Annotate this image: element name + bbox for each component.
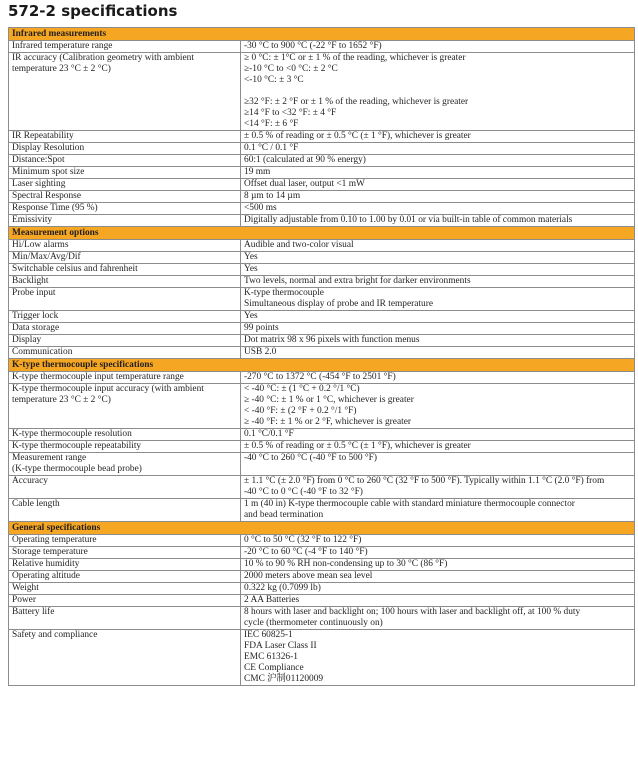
spec-label <box>9 441 241 453</box>
spec-label-line: K-type thermocouple input accuracy (with ambient <box>12 384 204 394</box>
section-heading: K-type thermocouple specifications <box>9 359 635 372</box>
spec-row <box>9 41 635 53</box>
spec-value-line: Offset dual laser, output <1 mW <box>244 179 365 189</box>
spec-label-line: Minimum spot size <box>12 167 85 177</box>
spec-row <box>9 441 635 453</box>
spec-label <box>9 372 241 384</box>
spec-value-line: Yes <box>244 311 258 321</box>
spec-value <box>241 323 635 335</box>
spec-value <box>241 453 635 476</box>
spec-value <box>241 191 635 203</box>
spec-label-line: Laser sighting <box>12 179 66 189</box>
spec-row <box>9 583 635 595</box>
spec-row <box>9 203 635 215</box>
spec-row <box>9 276 635 288</box>
spec-label <box>9 347 241 359</box>
spec-label <box>9 215 241 227</box>
spec-value <box>241 167 635 179</box>
spec-value-line: ≥ 0 °C: ± 1°C or ± 1 % of the reading, whichever is greater <box>244 53 466 63</box>
spec-label-line: Battery life <box>12 607 55 617</box>
spec-value <box>241 607 635 630</box>
spec-value-line: < -40 °F: ± (2 °F + 0.2 °/1 °F) <box>244 406 357 416</box>
spec-label <box>9 547 241 559</box>
spec-label <box>9 630 241 686</box>
spec-label <box>9 595 241 607</box>
spec-value <box>241 53 635 131</box>
spec-value-line: -270 °C to 1372 °C (-454 °F to 2501 °F) <box>244 372 396 382</box>
spec-value-line: Yes <box>244 252 258 262</box>
spec-label-line: Storage temperature <box>12 547 88 557</box>
spec-value <box>241 441 635 453</box>
spec-value-line: 1 m (40 in) K-type thermocouple cable with standard miniature thermocouple connector <box>244 499 575 509</box>
spec-row <box>9 547 635 559</box>
spec-value-line: 2 AA Batteries <box>244 595 300 605</box>
spec-label-line: Safety and compliance <box>12 630 98 640</box>
spec-label-line: K-type thermocouple repeatability <box>12 441 142 451</box>
spec-label <box>9 179 241 191</box>
spec-value <box>241 384 635 429</box>
spec-label <box>9 143 241 155</box>
spec-row <box>9 347 635 359</box>
spec-row <box>9 288 635 311</box>
spec-value <box>241 347 635 359</box>
spec-value-line: 10 % to 90 % RH non-condensing up to 30 °C (86 °F) <box>244 559 448 569</box>
spec-value <box>241 335 635 347</box>
spec-label <box>9 323 241 335</box>
section-header-row <box>9 522 635 535</box>
spec-row <box>9 499 635 522</box>
spec-value-line: <-10 °C: ± 3 °C <box>244 75 304 85</box>
spec-value-line: Yes <box>244 264 258 274</box>
spec-value-line: CMC 沪制01120009 <box>244 674 324 684</box>
spec-label-line: temperature 23 °C ± 2 °C) <box>12 395 111 405</box>
spec-label <box>9 335 241 347</box>
spec-row <box>9 535 635 547</box>
spec-value <box>241 41 635 53</box>
spec-row <box>9 453 635 476</box>
spec-label <box>9 535 241 547</box>
spec-value-line: Dot matrix 98 x 96 pixels with function menus <box>244 335 420 345</box>
spec-label <box>9 240 241 252</box>
spec-row <box>9 476 635 499</box>
spec-row <box>9 240 635 252</box>
spec-value-line: < -40 °C: ± (1 °C + 0.2 °/1 °C) <box>244 384 360 394</box>
spec-value <box>241 429 635 441</box>
spec-label-line: Measurement range <box>12 453 87 463</box>
spec-row <box>9 264 635 276</box>
spec-label <box>9 53 241 131</box>
spec-label <box>9 155 241 167</box>
spec-value-line: 8 µm to 14 µm <box>244 191 301 201</box>
spec-row <box>9 335 635 347</box>
spec-value <box>241 595 635 607</box>
spec-row <box>9 630 635 686</box>
spec-label <box>9 203 241 215</box>
spec-row <box>9 53 635 131</box>
spec-label-line: Accuracy <box>12 476 48 486</box>
spec-label <box>9 131 241 143</box>
spec-value-line: IEC 60825-1 <box>244 630 293 640</box>
specifications-table <box>8 27 635 686</box>
spec-label <box>9 276 241 288</box>
spec-label-line: K-type thermocouple resolution <box>12 429 132 439</box>
section-heading: Infrared measurements <box>9 28 635 41</box>
spec-label-line: Display <box>12 335 42 345</box>
spec-value-line: ≥14 °F to <32 °F: ± 4 °F <box>244 108 337 118</box>
spec-value-line: 0.1 °C / 0.1 °F <box>244 143 299 153</box>
spec-label <box>9 288 241 311</box>
spec-value-line: ≥ -40 °C: ± 1 % or 1 °C, whichever is greater <box>244 395 414 405</box>
spec-value-line: Digitally adjustable from 0.10 to 1.00 by 0.01 or via built-in table of common materials <box>244 215 573 225</box>
spec-value-line: ± 0.5 % of reading or ± 0.5 °C (± 1 °F), whichever is greater <box>244 131 471 141</box>
spec-label-line: Response Time (95 %) <box>12 203 98 213</box>
spec-value-line: ≥-10 °C to <0 °C: ± 2 °C <box>244 64 338 74</box>
spec-value-line: ≥ -40 °F: ± 1 % or 2 °F, whichever is greater <box>244 417 412 427</box>
spec-row <box>9 191 635 203</box>
spec-label-line: Infrared temperature range <box>12 41 113 51</box>
spec-value-line: 2000 meters above mean sea level <box>244 571 373 581</box>
spec-value <box>241 264 635 276</box>
section-header-row <box>9 359 635 372</box>
spec-value-line: 19 mm <box>244 167 271 177</box>
spec-value-line: -40 °C to 0 °C (-40 °F to 32 °F) <box>244 487 363 497</box>
spec-value-line: <500 ms <box>244 203 277 213</box>
spec-value-line: ≥32 °F: ± 2 °F or ± 1 % of the reading, whichever is greater <box>244 97 469 107</box>
spec-value <box>241 276 635 288</box>
spec-row <box>9 372 635 384</box>
spec-row <box>9 429 635 441</box>
spec-label-line: Probe input <box>12 288 56 298</box>
section-header-row <box>9 227 635 240</box>
spec-label <box>9 453 241 476</box>
spec-value-line: cycle (thermometer continuously on) <box>244 618 383 628</box>
spec-value-line: and bead termination <box>244 510 324 520</box>
spec-value <box>241 143 635 155</box>
spec-row <box>9 155 635 167</box>
spec-value-line: -20 °C to 60 °C (-4 °F to 140 °F) <box>244 547 368 557</box>
spec-value <box>241 535 635 547</box>
spec-value-line: EMC 61326-1 <box>244 652 298 662</box>
spec-value-line: 8 hours with laser and backlight on; 100 hours with laser and backlight off, at 100 % duty <box>244 607 581 617</box>
section-heading: General specifications <box>9 522 635 535</box>
spec-value-line: Two levels, normal and extra bright for darker environments <box>244 276 471 286</box>
spec-row <box>9 311 635 323</box>
spec-value-line: 99 points <box>244 323 279 333</box>
spec-value-line: <14 °F: ± 6 °F <box>244 119 299 129</box>
section-heading: Measurement options <box>9 227 635 240</box>
section-header-row <box>9 28 635 41</box>
spec-value <box>241 547 635 559</box>
spec-value <box>241 179 635 191</box>
spec-value <box>241 240 635 252</box>
spec-label <box>9 384 241 429</box>
spec-label <box>9 311 241 323</box>
spec-value <box>241 252 635 264</box>
spec-value-line: Simultaneous display of probe and IR temperature <box>244 299 434 309</box>
spec-label-line: IR accuracy (Calibration geometry with ambient <box>12 53 194 63</box>
spec-label <box>9 429 241 441</box>
spec-value-line: CE Compliance <box>244 663 304 673</box>
spec-row <box>9 323 635 335</box>
spec-label-line: Distance:Spot <box>12 155 65 165</box>
spec-row <box>9 143 635 155</box>
spec-label <box>9 476 241 499</box>
spec-label <box>9 264 241 276</box>
spec-value-line: 60:1 (calculated at 90 % energy) <box>244 155 366 165</box>
spec-label-line: Operating altitude <box>12 571 80 581</box>
spec-value <box>241 288 635 311</box>
page-title: 572-2 specifications <box>8 2 178 20</box>
spec-label-line: Power <box>12 595 36 605</box>
spec-label <box>9 167 241 179</box>
spec-row <box>9 595 635 607</box>
spec-value <box>241 476 635 499</box>
spec-label-line: temperature 23 °C ± 2 °C) <box>12 64 111 74</box>
spec-label <box>9 252 241 264</box>
spec-label-line: K-type thermocouple input temperature range <box>12 372 184 382</box>
spec-label-line: Emissivity <box>12 215 53 225</box>
spec-row <box>9 215 635 227</box>
spec-label <box>9 571 241 583</box>
spec-value-line: 0.1 °C/0.1 °F <box>244 429 294 439</box>
spec-row <box>9 607 635 630</box>
spec-label-line: Trigger lock <box>12 311 59 321</box>
spec-label-line: IR Repeatability <box>12 131 74 141</box>
spec-value <box>241 583 635 595</box>
spec-label-line: (K-type thermocouple bead probe) <box>12 464 142 474</box>
spec-label-line: Operating temperature <box>12 535 97 545</box>
spec-label-line: Communication <box>12 347 73 357</box>
spec-row <box>9 167 635 179</box>
spec-value-line: 0 °C to 50 °C (32 °F to 122 °F) <box>244 535 362 545</box>
spec-value-spacer <box>244 86 631 97</box>
spec-label-line: Backlight <box>12 276 49 286</box>
spec-label <box>9 607 241 630</box>
spec-label-line: Display Resolution <box>12 143 85 153</box>
spec-label-line: Cable length <box>12 499 60 509</box>
spec-label-line: Hi/Low alarms <box>12 240 69 250</box>
spec-label-line: Relative humidity <box>12 559 80 569</box>
spec-row <box>9 131 635 143</box>
spec-label <box>9 583 241 595</box>
spec-value <box>241 630 635 686</box>
spec-value <box>241 203 635 215</box>
spec-row <box>9 571 635 583</box>
spec-label-line: Spectral Response <box>12 191 81 201</box>
specifications-table-body <box>9 28 635 686</box>
spec-label <box>9 41 241 53</box>
spec-value <box>241 215 635 227</box>
spec-value <box>241 155 635 167</box>
spec-value <box>241 311 635 323</box>
spec-label-line: Data storage <box>12 323 60 333</box>
spec-value-line: -30 °C to 900 °C (-22 °F to 1652 °F) <box>244 41 382 51</box>
spec-label <box>9 191 241 203</box>
spec-row <box>9 559 635 571</box>
spec-row <box>9 179 635 191</box>
spec-label-line: Switchable celsius and fahrenheit <box>12 264 138 274</box>
spec-row <box>9 384 635 429</box>
spec-value-line: FDA Laser Class II <box>244 641 317 651</box>
spec-value-line: USB 2.0 <box>244 347 277 357</box>
spec-value <box>241 571 635 583</box>
spec-value <box>241 559 635 571</box>
spec-label <box>9 559 241 571</box>
spec-value-line: K-type thermocouple <box>244 288 324 298</box>
spec-value-line: ± 1.1 °C (± 2.0 °F) from 0 °C to 260 °C (32 °F to 500 °F). Typically within 1.1 °C (2.0 °F) from <box>244 476 605 486</box>
spec-value <box>241 499 635 522</box>
spec-row <box>9 252 635 264</box>
spec-value <box>241 131 635 143</box>
spec-label <box>9 499 241 522</box>
spec-value-line: -40 °C to 260 °C (-40 °F to 500 °F) <box>244 453 377 463</box>
spec-value-line: Audible and two-color visual <box>244 240 354 250</box>
spec-value-line: ± 0.5 % of reading or ± 0.5 °C (± 1 °F), whichever is greater <box>244 441 471 451</box>
spec-value <box>241 372 635 384</box>
spec-label-line: Weight <box>12 583 39 593</box>
spec-value-line: 0.322 kg (0.7099 lb) <box>244 583 321 593</box>
spec-label-line: Min/Max/Avg/Dif <box>12 252 81 262</box>
